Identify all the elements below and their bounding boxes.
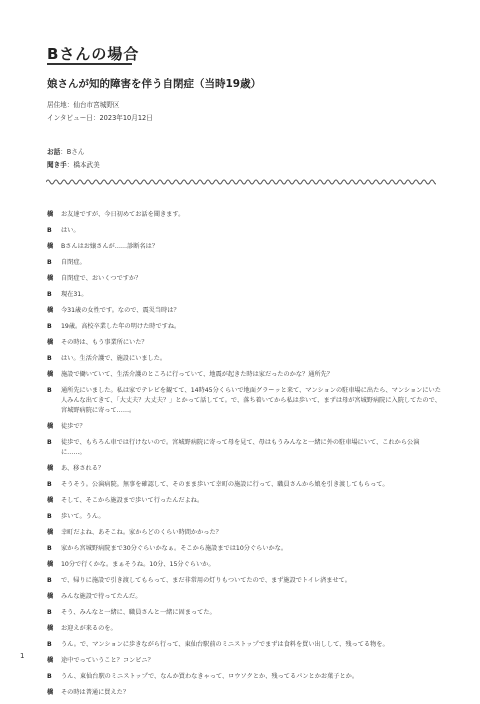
dialogue-line [47, 672, 442, 682]
dialogue-line [47, 464, 442, 474]
dialogue-text: そう、みんなと一緒に、職員さんと一緒に固まってた。 [61, 609, 216, 616]
dialogue-speaker: B [47, 641, 52, 648]
dialogue-text: そうそう。公演病院。無事を確認して、そのまま歩いて幸町の施設に行って、職員さんから娘を引き渡してもらって。 [61, 481, 389, 488]
dialogue-line [47, 512, 442, 522]
dialogue-text: 現在31。 [61, 291, 88, 298]
dialogue-text: 今31歳の女性です。なので、震災当時は？ [61, 307, 180, 314]
dialogue-text: お友達ですが、今日初めてお話を聞きます。 [61, 211, 185, 218]
dialogue-speaker: B [47, 545, 52, 552]
dialogue-speaker: B [47, 439, 52, 446]
dialogue-speaker: 橋 [47, 529, 54, 536]
dialogue-line [47, 386, 442, 416]
dialogue-speaker: 橋 [47, 371, 54, 378]
title-underline [47, 63, 132, 65]
dialogue-text: うん。で、マンションに歩きながら行って、東仙台駅前のミニストップでまずは食料を買い出しして、残ってる物を。 [61, 641, 389, 648]
dialogue-speaker: 橋 [47, 243, 54, 250]
dialogue-line [47, 480, 442, 490]
dialogue-line [47, 592, 442, 602]
dialogue-line [47, 306, 442, 316]
dialogue-speaker: B [47, 227, 52, 234]
dialogue-speaker: 橋 [47, 689, 54, 696]
dialogue-line [47, 370, 442, 380]
dialogue-text: はい。 [61, 227, 80, 234]
dialogue-speaker: B [47, 259, 52, 266]
dialogue-line [47, 688, 442, 698]
dialogue-text: 自閉症で、おいくつですか？ [61, 275, 142, 282]
dialogue-text: みんな施設で待ってたんだ。 [61, 593, 142, 600]
dialogue-text: その時は、もう事業所にいた？ [61, 339, 148, 346]
dialogue-text: 19歳。高校卒業した年の明けた時ですね。 [61, 323, 181, 330]
dialogue-text: 徒歩で、もちろん車では行けないので。宮城野病院に寄って母を見て、母はもうみんなと一緒に外の駐車場にいて、これから公演に……。 [61, 439, 420, 456]
dialogue-line [47, 258, 442, 268]
dialogue-speaker: B [47, 513, 52, 520]
interview-date-text: インタビュー日：2023年10月12日 [47, 114, 153, 122]
dialogue-speaker: 橋 [47, 211, 54, 218]
dialogue-speaker: B [47, 609, 52, 616]
dialogue-speaker: 橋 [47, 497, 54, 504]
dialogue-speaker: 橋 [47, 625, 54, 632]
dialogue-speaker: 橋 [47, 657, 54, 664]
dialogue-speaker: B [47, 355, 52, 362]
dialogue-line [47, 322, 442, 332]
dialogue-line [47, 624, 442, 634]
dialogue-text: はい。生活介護で、施設にいました。 [61, 355, 167, 362]
residence-text: 居住地：仙台市宮城野区 [47, 101, 120, 109]
dialogue-speaker: 橋 [47, 339, 54, 346]
listener-value: ：橋本武美 [66, 161, 100, 169]
dialogue-speaker: B [47, 323, 52, 330]
dialogue-speaker: B [47, 481, 52, 488]
dialogue-speaker: B [47, 577, 52, 584]
dialogue-line [47, 528, 442, 538]
dialogue-text: そして、そこから施設まで歩いて行ったんだよね。 [61, 497, 204, 504]
dialogue-line [47, 576, 442, 586]
dialogue-text: 家から宮城野病院まで30分ぐらいかなぁ。そこから施設までは10分ぐらいかな。 [61, 545, 288, 552]
dialogue-text: 幸町だよね、あそこね。家からどのくらい時間かかった？ [61, 529, 222, 536]
dialogue-text: 10分で行くかな。まぁそうね。10分、15分ぐらいか。 [61, 561, 215, 568]
dialogue-text: お迎えが来るのを。 [61, 625, 117, 632]
dialogue-speaker: 橋 [47, 307, 54, 314]
page-title: Bさんの場合 [47, 45, 140, 63]
dialogue-speaker: 橋 [47, 275, 54, 282]
dialogue-text: 施設で働いていて、生活介護のところに行っていて、地震が起きた時は家だったのかな？通所先？ [61, 371, 333, 378]
dialogue-speaker: 橋 [47, 465, 54, 472]
dialogue-line [47, 438, 442, 458]
dialogue-line [47, 210, 442, 220]
page-subtitle: 娘さんが知的障害を伴う自閉症（当時19歳） [47, 78, 262, 90]
dialogue-speaker: B [47, 291, 52, 298]
dialogue-line [47, 338, 442, 348]
dialogue-line [47, 354, 442, 364]
dialogue-speaker: 橋 [47, 593, 54, 600]
dialogue-line [47, 290, 442, 300]
dialogue-text: うん、東仙台駅のミニストップで、なんか買わなきゃって、ロウソクとか、残ってるパンとかお菓子とか。 [61, 673, 359, 680]
dialogue-text: その時は普通に買えた？ [61, 689, 130, 696]
dialogue-speaker: B [47, 387, 52, 394]
speaker-label: お話 [47, 148, 61, 156]
page-number: 1 [20, 652, 25, 660]
participants [47, 146, 100, 172]
dialogue-line [47, 226, 442, 236]
interview-meta [47, 99, 153, 125]
dialogue-line [47, 640, 442, 650]
speaker-row [47, 146, 100, 159]
dialogue-text: Bさんはお嬢さんが……診断名は？ [61, 243, 159, 250]
dialogue-line [47, 496, 442, 506]
dialogue-line [47, 274, 442, 284]
dialogue-line [47, 242, 442, 252]
dialogue-line [47, 544, 442, 554]
dialogue-text: 途中でっていうこと？コンビニ？ [61, 657, 154, 664]
dialogue-line [47, 422, 442, 432]
dialogue-speaker: B [47, 673, 52, 680]
listener-label: 聞き手 [47, 161, 67, 169]
dialogue-text: で、帰りに施設で引き渡してもらって、まだ非常用の灯りもついてたので、まず施設でトイレ済ませて。 [61, 577, 351, 584]
dialogue-text: 自閉症。 [61, 259, 86, 266]
dialogue-line [47, 560, 442, 570]
dialogue-list [47, 210, 442, 704]
dialogue-speaker: 橋 [47, 561, 54, 568]
dialogue-line [47, 656, 442, 666]
dialogue-text: 通所先にいました。私は家でテレビを観てて、14時45分くらいで地面グラーッと来て、マンションの駐車場に出たら、マンションにいた人みんな出てきて、「大丈夫？大丈夫？」とかって話してて。で、落ち着いてから私は歩いて、まずは母が宮城野病院に入院してたので、宮城野病院に寄って……。 [61, 387, 441, 414]
speaker-value: ：Bさん [60, 148, 85, 156]
dialogue-text: 歩いて。うん。 [61, 513, 105, 520]
wavy-divider [46, 177, 436, 187]
listener-row [47, 159, 100, 172]
dialogue-text: 徒歩で？ [61, 423, 86, 430]
dialogue-speaker: 橋 [47, 423, 54, 430]
dialogue-line [47, 608, 442, 618]
dialogue-text: あ、移される？ [61, 465, 105, 472]
